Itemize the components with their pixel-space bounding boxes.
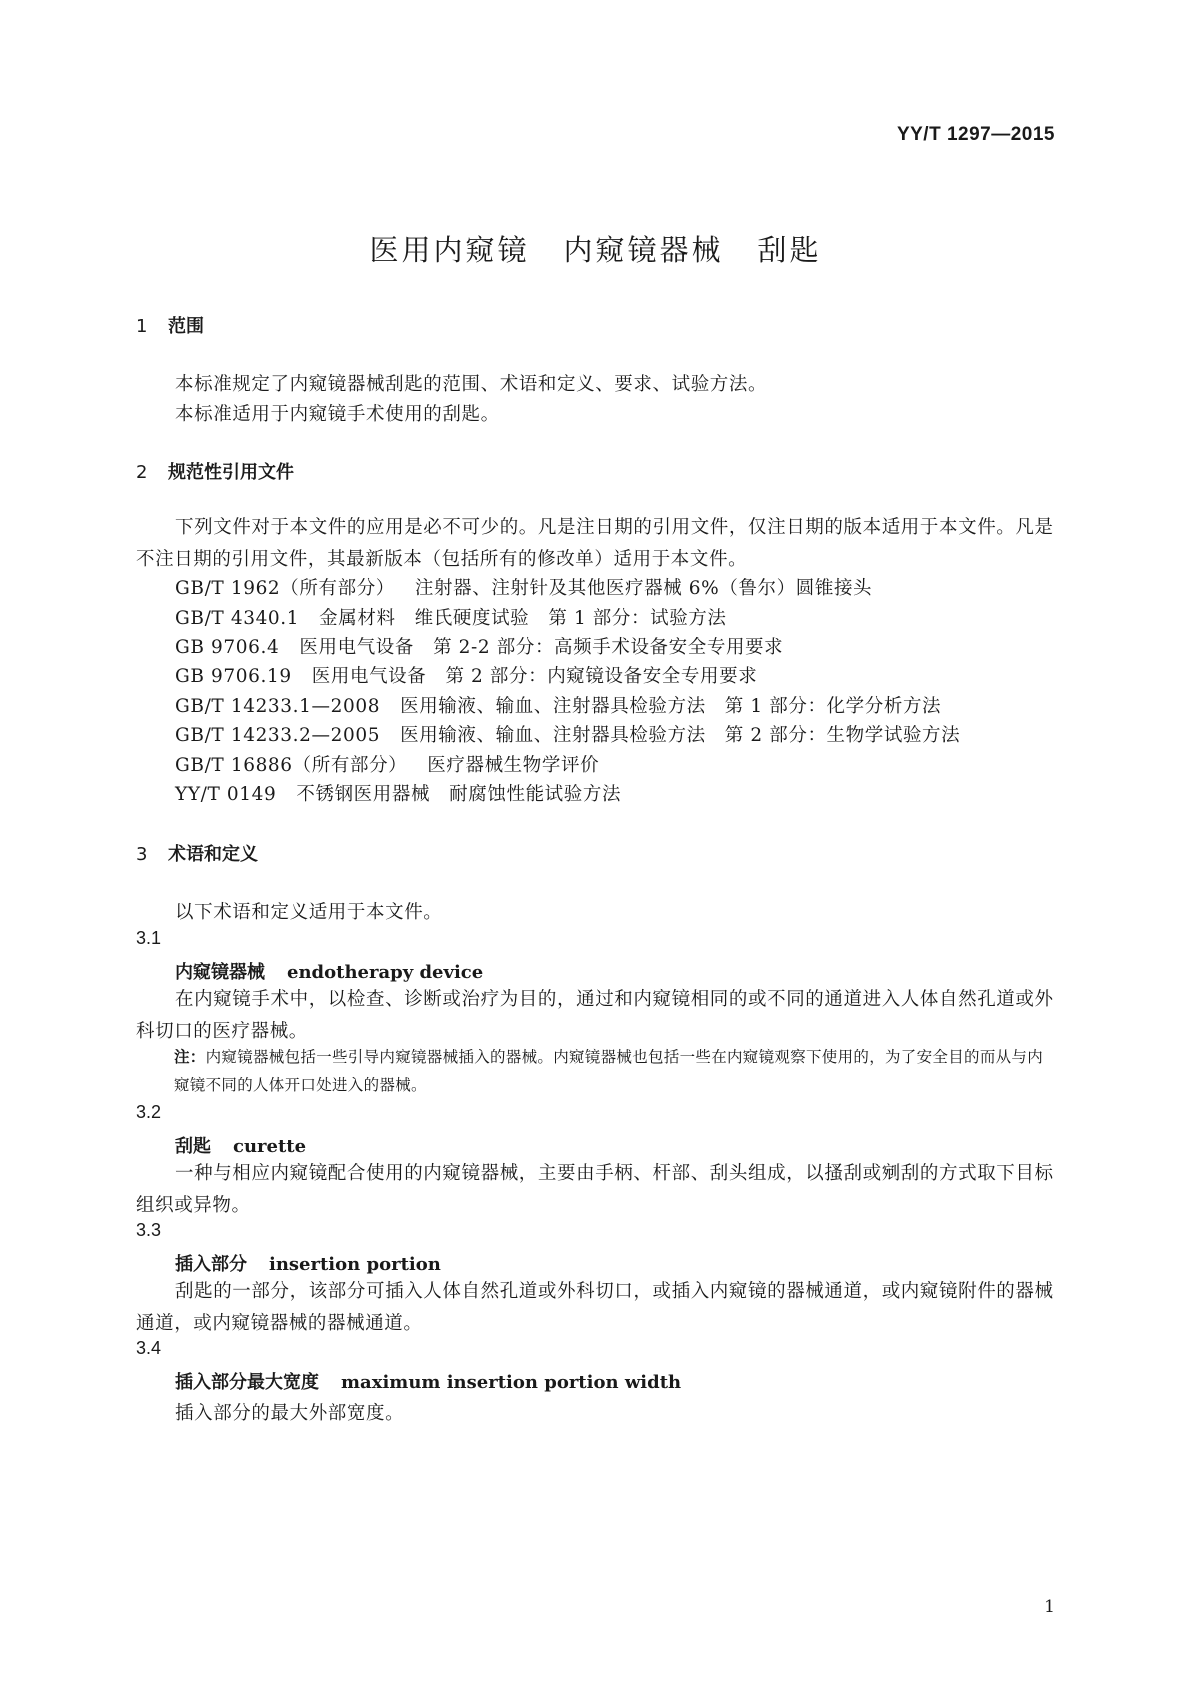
term-en: insertion portion xyxy=(269,1254,441,1275)
title-part-1: 医用内窥镜 xyxy=(369,233,530,267)
section-number: 3 xyxy=(136,844,148,865)
reference-title: 金属材料 维氏硬度试验 第 1 部分：试验方法 xyxy=(319,608,727,629)
term-en: maximum insertion portion width xyxy=(341,1372,682,1393)
document-title xyxy=(0,228,1191,269)
reference-title: 不锈钢医用器械 耐腐蚀性能试验方法 xyxy=(296,784,622,805)
reference-code: GB/T 14233.1—2008 xyxy=(175,696,381,717)
section-title: 范围 xyxy=(168,316,204,337)
paragraph: 本标准规定了内窥镜器械刮匙的范围、术语和定义、要求、试验方法。 xyxy=(175,374,768,395)
reference-code: GB/T 4340.1 xyxy=(175,608,300,629)
term-en: curette xyxy=(233,1136,307,1157)
term-en: endotherapy device xyxy=(287,962,484,983)
section-number: 2 xyxy=(136,462,148,483)
section-title: 规范性引用文件 xyxy=(168,462,294,483)
reference-item xyxy=(175,604,727,630)
term-zh: 插入部分最大宽度 xyxy=(175,1372,319,1393)
section-heading-1 xyxy=(136,312,204,338)
term-definition: 在内窥镜手术中，以检查、诊断或治疗为目的，通过和内窥镜相同的或不同的通道进入人体自然孔道或外科切口的医疗器械。 xyxy=(136,989,1054,1042)
title-part-3: 刮匙 xyxy=(757,233,822,267)
term-zh: 插入部分 xyxy=(175,1254,247,1275)
reference-item xyxy=(175,692,941,718)
section-number: 1 xyxy=(136,316,148,337)
term-number: 3.1 xyxy=(136,928,162,948)
term-heading xyxy=(175,958,483,984)
reference-item xyxy=(175,721,960,747)
term-zh: 刮匙 xyxy=(175,1136,211,1157)
reference-title: 医用输液、输血、注射器具检验方法 第 2 部分：生物学试验方法 xyxy=(400,725,961,746)
reference-code: YY/T 0149 xyxy=(175,784,277,805)
note-label: 注： xyxy=(174,1047,206,1066)
reference-item xyxy=(175,633,783,659)
term-heading xyxy=(175,1250,441,1276)
section-title: 术语和定义 xyxy=(168,844,258,865)
title-part-2: 内窥镜器械 xyxy=(563,233,724,267)
reference-title: 医用输液、输血、注射器具检验方法 第 1 部分：化学分析方法 xyxy=(400,696,942,717)
term-definition: 一种与相应内窥镜配合使用的内窥镜器械，主要由手柄、杆部、刮头组成，以搔刮或剜刮的方式取下目标组织或异物。 xyxy=(136,1163,1054,1216)
page-number: 1 xyxy=(1044,1597,1055,1617)
reference-title: 医用电气设备 第 2 部分：内窥镜设备安全专用要求 xyxy=(311,666,758,687)
reference-item xyxy=(175,662,757,688)
term-definition: 插入部分的最大外部宽度。 xyxy=(175,1403,405,1424)
section-heading-2 xyxy=(136,458,294,484)
reference-code: GB/T 14233.2—2005 xyxy=(175,725,381,746)
term-number: 3.3 xyxy=(136,1220,162,1240)
reference-code: GB/T 16886（所有部分） xyxy=(175,755,408,776)
reference-code: GB 9706.4 xyxy=(175,637,280,658)
reference-item xyxy=(175,751,599,777)
reference-title: 医疗器械生物学评价 xyxy=(427,755,600,776)
reference-item xyxy=(175,780,621,806)
reference-title: 注射器、注射针及其他医疗器械 6%（鲁尔）圆锥接头 xyxy=(414,578,873,599)
term-number: 3.4 xyxy=(136,1338,162,1358)
paragraph: 本标准适用于内窥镜手术使用的刮匙。 xyxy=(175,404,500,425)
reference-code: GB 9706.19 xyxy=(175,666,292,687)
reference-item xyxy=(175,574,872,600)
term-heading xyxy=(175,1368,681,1394)
standard-code: YY/T 1297—2015 xyxy=(896,124,1055,145)
note-text: 内窥镜器械包括一些引导内窥镜器械插入的器械。内窥镜器械也包括一些在内窥镜观察下使用的，为了安全目的而从与内窥镜不同的人体开口处进入的器械。 xyxy=(174,1048,1044,1094)
term-heading xyxy=(175,1132,306,1158)
paragraph: 下列文件对于本文件的应用是必不可少的。凡是注日期的引用文件，仅注日期的版本适用于本文件。凡是不注日期的引用文件，其最新版本（包括所有的修改单）适用于本文件。 xyxy=(136,517,1054,570)
section-heading-3 xyxy=(136,840,258,866)
term-zh: 内窥镜器械 xyxy=(175,962,265,983)
term-number: 3.2 xyxy=(136,1102,162,1122)
reference-title: 医用电气设备 第 2-2 部分：高频手术设备安全专用要求 xyxy=(299,637,784,658)
paragraph: 以下术语和定义适用于本文件。 xyxy=(175,902,443,923)
reference-code: GB/T 1962（所有部分） xyxy=(175,578,395,599)
term-note xyxy=(174,1043,1056,1099)
term-definition: 刮匙的一部分，该部分可插入人体自然孔道或外科切口，或插入内窥镜的器械通道，或内窥镜附件的器械通道，或内窥镜器械的器械通道。 xyxy=(136,1281,1054,1334)
